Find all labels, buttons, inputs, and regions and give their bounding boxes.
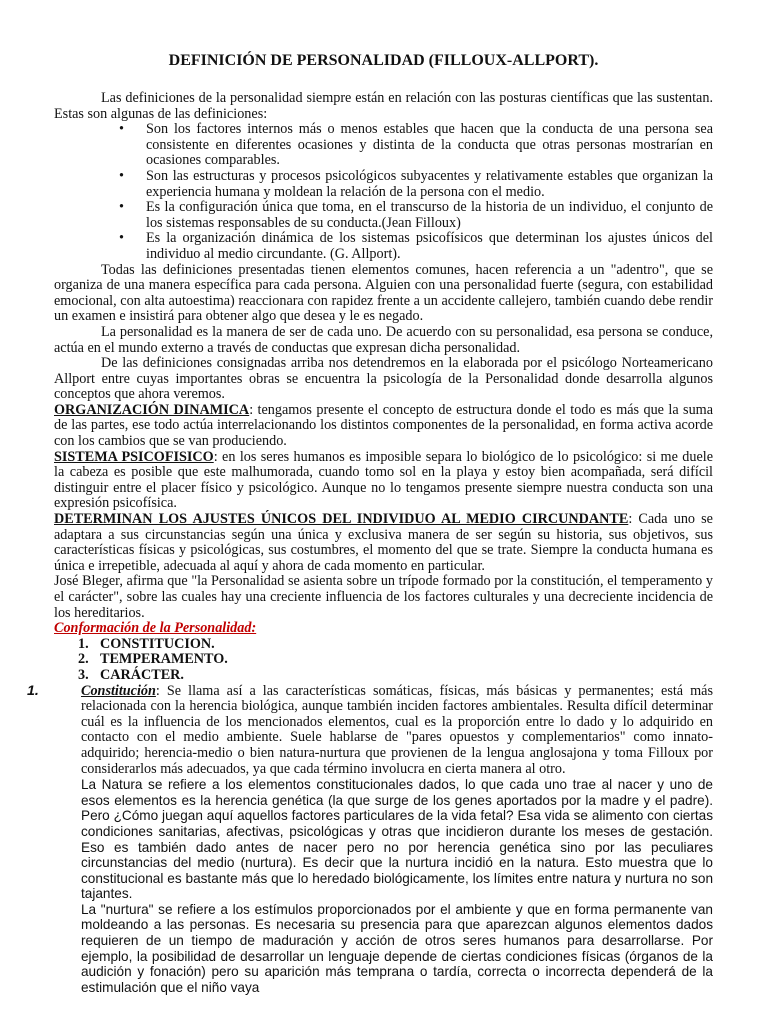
conformacion-item: 3. CARÁCTER. (78, 666, 184, 683)
definition-item: • Son las estructuras y procesos psicológicos subyacentes y relativamente estables que organizan la experiencia humana y moldean la relación de la persona con el medio. (119, 167, 713, 200)
definition-item: • Son los factores internos más o menos estables que hacen que la conducta de una persona sea consistente en diferentes ocasiones y distinta de la conducta que otras personas mostrarían en ocasiones comparables. (119, 121, 713, 169)
bullet-icon: • (119, 121, 124, 138)
common-elements-paragraph: Todas las definiciones presentadas tienen elementos comunes, hacen referencia a un "adentro", que se organiza de una manera específica para cada persona. Alguien con una personalidad fuerte (segura, con estabilidad emocional, con alta autoestima) reaccionara con rapidez frente a un accidente callejero, también cuando debe rendir un examen e insistirá para obtener algo que desea y le es negado. (54, 261, 713, 325)
constitucion-paragraph: 1. Constitución: Se llama así a las características somáticas, físicas, más básicas y permanentes; está más relacionada con la herencia biológica, aunque también inciden factores ambientales. Resulta difícil determinar cuál es la influencia de los mencionados elementos, cual es la proporción entre lo dado y lo adquirido en contacto con el medio ambiente. Suele hablarse de "pares opuestos y complementarios" como innato-adquirido; herencia-medio o bien natura-nurtura que provienen de la lengua anglosajona y toma Filloux por considerarlos más adecuados, ya que cada término involucra en cierta manera al otro. (27, 682, 713, 777)
bullet-icon: • (119, 230, 124, 247)
nurtura-paragraph: La "nurtura" se refiere a los estímulos proporcionados por el ambiente y que en forma permanente van moldeando a las personas. Es necesaria su presencia para que aparezcan algunos elementos dados requieren de un tiempo de maduración y acción de otros seres humanos para desarrollarse. Por ejemplo, la posibilidad de desarrollar un lenguaje depende de ciertas condiciones físicas (órganos de la audición y fonación) pero su aparición más temprana o tardía, correcta o incorrecta dependerá de la estimulación que el niño vaya (81, 901, 713, 995)
personality-manner-paragraph: La personalidad es la manera de ser de cada uno. De acuerdo con su personalidad, esa persona se conduce, actúa en el mundo externo a través de conductas que expresan dicha personalidad. (54, 323, 713, 356)
allport-paragraph: De las definiciones consignadas arriba nos detendremos en la elaborada por el psicólogo Norteamericano Allport entre cuyas importantes obras se encuentra la psicología de la Personalidad donde desarrolla algunos conceptos que ahora veremos. (54, 355, 713, 403)
constitucion-section (27, 682, 713, 996)
constitucion-label: Constitución (81, 682, 156, 699)
definition-item: • Es la configuración única que toma, en el transcurso de la historia de un individuo, el conjunto de los sistemas responsables de su conducta.(Jean Filloux) (119, 199, 713, 231)
sistema-psicofisico-paragraph: SISTEMA PSICOFISICO: en los seres humanos es imposible separa lo biológico de lo psicológico: si me duele la cabeza es posible que este malhumorada, cuando tomo sol en la playa y estoy bien acompañada, será difícil distinguir entre el placer físico y psicológico. Aunque no lo tengamos presente siempre nuestra conducta son una expresión psicofísica. (54, 448, 713, 512)
definitions-list (54, 122, 713, 262)
definition-item: • Es la organización dinámica de los sistemas psicofísicos que determinan los ajustes únicos del individuo al medio circundante. (G. Allport). (119, 230, 713, 262)
conformacion-item: 2. TEMPERAMENTO. (78, 651, 228, 668)
bullet-icon: • (119, 199, 124, 216)
natura-paragraph: La Natura se refiere a los elementos constitucionales dados, lo que cada uno trae al nacer y uno de esos elementos es la herencia genética (la que surge de los genes aportados por la madre y el padre). Pero ¿Cómo juegan aquí aquellos factores particulares de la vida fetal? Esa vida se alimento con ciertas condiciones sanitarias, afectivas, psicológicas y otras que incidieron durante los meses de gestación. Eso es también dado antes de nacer pero no por herencia genética sino por las peculiares circunstancias del medio (nurtura). Es decir que la nurtura incidió en la natura. Esto muestra que lo constitucional es bastante más que lo heredado biológicamente, los límites entre natura y nurtura no son tajantes. (81, 777, 713, 902)
page-title: DEFINICIÓN DE PERSONALIDAD (FILLOUX-ALLPORT). (168, 52, 599, 69)
section-number: 1. (27, 682, 39, 699)
conformacion-heading: Conformación de la Personalidad: (54, 620, 257, 637)
intro-paragraph: Las definiciones de la personalidad siempre están en relación con las posturas científicas que las sustentan. Estas son algunas de las definiciones: (54, 90, 713, 122)
conformacion-list (54, 637, 713, 684)
bullet-icon: • (119, 167, 124, 184)
conformacion-item: 1. CONSTITUCION. (78, 635, 215, 652)
ajustes-unicos-paragraph: DETERMINAN LOS AJUSTES ÚNICOS DEL INDIVIDUO AL MEDIO CIRCUNDANTE: Cada uno se adaptara a sus circunstancias según una única y exclusiva manera de ser según su historia, sus objetivos, sus características físicas y psicológicas, sus costumbres, el momento del que se trate. Siempre la conducta humana es única e irrepetible, adecuada al aquí y ahora de cada momento en particular. (54, 511, 713, 574)
sistema-psicofisico-label: SISTEMA PSICOFISICO (54, 448, 214, 465)
ajustes-unicos-label: DETERMINAN LOS AJUSTES ÚNICOS DEL INDIVIDUO AL MEDIO CIRCUNDANTE (54, 511, 629, 528)
bleger-paragraph: José Bleger, afirma que "la Personalidad se asienta sobre un trípode formado por la constitución, el temperamento y el carácter", sobre las cuales hay una creciente influencia de los factores culturales y una decreciente incidencia de los hereditarios. (54, 573, 713, 621)
organizacion-dinamica-paragraph: ORGANIZACIÓN DINAMICA: tengamos presente el concepto de estructura donde el todo es más que la suma de las partes, ese todo actúa interrelacionando los distintos componentes de la personalidad, en forma activa acorde con los cambios que se van produciendo. (54, 401, 713, 450)
organizacion-dinamica-label: ORGANIZACIÓN DINAMICA (54, 401, 250, 418)
